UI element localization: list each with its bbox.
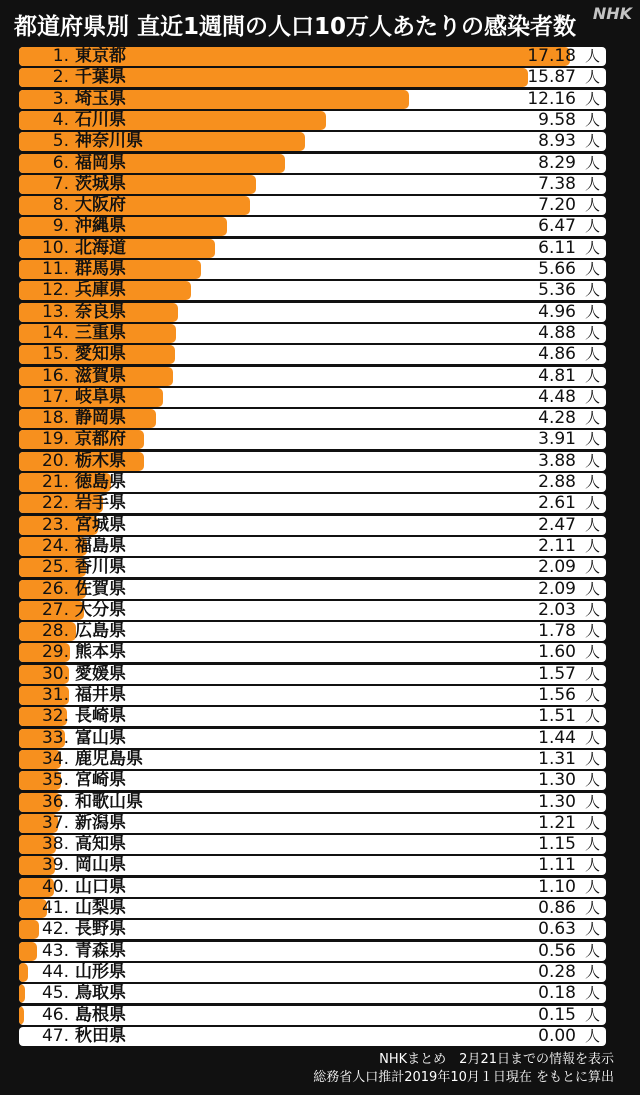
rank-label: 32. [41, 707, 69, 727]
unit-label: 人 [584, 941, 600, 960]
prefecture-label: 鹿児島県 [75, 749, 143, 769]
rank-label: 31. [41, 686, 69, 705]
value-label: 6.11 [538, 238, 576, 258]
prefecture-label: 長野県 [75, 920, 126, 940]
rank-label: 26. [41, 579, 69, 599]
rank-label: 43. [41, 941, 69, 961]
prefecture-label: 滋賀県 [75, 366, 126, 386]
bar-row [19, 942, 606, 961]
unit-label: 人 [584, 920, 600, 939]
rank-label: 23. [41, 515, 69, 535]
rank-label: 7. [52, 174, 69, 194]
rank-label: 27. [41, 600, 69, 620]
value-label: 1.11 [538, 856, 576, 876]
bar-row [19, 196, 606, 215]
unit-label: 人 [584, 281, 600, 300]
unit-label: 人 [584, 494, 600, 513]
unit-label: 人 [584, 132, 600, 151]
value-label: 7.20 [538, 196, 576, 216]
bar [19, 942, 37, 961]
bar-row [19, 430, 606, 449]
rank-label: 6. [52, 153, 69, 173]
unit-label: 人 [584, 835, 600, 854]
bar [19, 1006, 24, 1025]
value-label: 3.91 [538, 430, 576, 450]
prefecture-label: 東京都 [75, 47, 126, 66]
bar-row [19, 707, 606, 726]
bar-row [19, 516, 606, 535]
prefecture-label: 和歌山県 [75, 792, 143, 812]
prefecture-label: 島根県 [75, 1005, 126, 1025]
bar-row [19, 537, 606, 556]
value-label: 1.51 [538, 707, 576, 727]
unit-label: 人 [584, 643, 600, 662]
prefecture-label: 山口県 [75, 877, 126, 897]
value-label: 2.03 [538, 600, 576, 620]
value-label: 1.31 [538, 749, 576, 769]
unit-label: 人 [584, 451, 600, 470]
prefecture-label: 福岡県 [75, 153, 126, 173]
value-label: 1.60 [538, 643, 576, 663]
value-label: 0.15 [538, 1005, 576, 1025]
value-label: 1.56 [538, 686, 576, 705]
bar-row [19, 856, 606, 875]
bar-row [19, 1027, 606, 1046]
prefecture-label: 栃木県 [75, 451, 126, 471]
chart-title: 都道府県別 直近1週間の人口10万人あたりの感染者数 [14, 14, 577, 40]
rank-label: 14. [41, 323, 69, 343]
bar-row [19, 260, 606, 279]
value-label: 1.78 [538, 622, 576, 642]
bar [19, 984, 25, 1003]
prefecture-label: 北海道 [75, 238, 126, 258]
rank-label: 10. [41, 238, 69, 258]
unit-label: 人 [584, 345, 600, 364]
bar-row [19, 90, 606, 109]
unit-label: 人 [584, 962, 600, 981]
rank-label: 47. [41, 1026, 69, 1046]
prefecture-label: 長崎県 [75, 707, 126, 727]
unit-label: 人 [584, 473, 600, 491]
value-label: 0.18 [538, 984, 576, 1004]
unit-label: 人 [584, 792, 600, 811]
bar-row [19, 686, 606, 705]
bar-row [19, 835, 606, 854]
prefecture-label: 石川県 [75, 110, 126, 130]
prefecture-label: 愛媛県 [75, 664, 126, 684]
unit-label: 人 [584, 387, 600, 406]
rank-label: 3. [52, 89, 69, 109]
rank-label: 30. [41, 664, 69, 684]
rank-label: 12. [41, 281, 69, 301]
bar-row [19, 878, 606, 897]
unit-label: 人 [584, 1026, 600, 1045]
unit-label: 人 [584, 153, 600, 172]
bar-row [19, 1006, 606, 1025]
bar-row [19, 494, 606, 513]
unit-label: 人 [584, 1005, 600, 1024]
unit-label: 人 [584, 110, 600, 129]
bar-row [19, 558, 606, 577]
unit-label: 人 [584, 600, 600, 619]
source-note: NHKまとめ 2月21日までの情報を表示 [379, 1052, 614, 1067]
value-label: 4.48 [538, 387, 576, 407]
prefecture-label: 岩手県 [75, 494, 126, 514]
bar-row [19, 473, 606, 492]
prefecture-label: 山形県 [75, 962, 126, 982]
prefecture-label: 広島県 [75, 622, 126, 642]
value-label: 0.00 [538, 1026, 576, 1046]
bar-row [19, 729, 606, 748]
value-label: 5.66 [538, 260, 576, 279]
unit-label: 人 [584, 174, 600, 193]
unit-label: 人 [584, 707, 600, 726]
unit-label: 人 [584, 749, 600, 768]
bar-row [19, 68, 606, 87]
unit-label: 人 [584, 622, 600, 641]
unit-label: 人 [584, 217, 600, 236]
rank-label: 39. [41, 856, 69, 876]
rank-label: 29. [41, 643, 69, 663]
bar-row [19, 409, 606, 428]
value-label: 1.21 [538, 813, 576, 833]
rank-label: 20. [41, 451, 69, 471]
bar-row [19, 175, 606, 194]
prefecture-label: 愛知県 [75, 345, 126, 365]
unit-label: 人 [584, 430, 600, 449]
value-label: 8.29 [538, 153, 576, 173]
value-label: 1.30 [538, 771, 576, 791]
prefecture-label: 千葉県 [75, 68, 126, 88]
value-label: 0.28 [538, 962, 576, 982]
prefecture-label: 岡山県 [75, 856, 126, 876]
value-label: 15.87 [527, 68, 576, 88]
bar-row [19, 217, 606, 236]
rank-label: 33. [41, 728, 69, 748]
value-label: 1.44 [538, 728, 576, 748]
value-label: 1.15 [538, 835, 576, 855]
value-label: 2.09 [538, 558, 576, 578]
unit-label: 人 [584, 323, 600, 342]
rank-label: 37. [41, 813, 69, 833]
unit-label: 人 [584, 558, 600, 577]
prefecture-label: 埼玉県 [75, 89, 126, 109]
prefecture-label: 奈良県 [75, 302, 126, 322]
rank-label: 21. [41, 473, 69, 492]
unit-label: 人 [584, 664, 600, 683]
prefecture-label: 福井県 [75, 686, 126, 705]
bar-row [19, 388, 606, 407]
rank-label: 40. [41, 877, 69, 897]
rank-label: 46. [41, 1005, 69, 1025]
value-label: 12.16 [527, 89, 576, 109]
prefecture-label: 福島県 [75, 536, 126, 556]
bar-row [19, 345, 606, 364]
prefecture-label: 沖縄県 [75, 217, 126, 237]
bar-row [19, 899, 606, 918]
unit-label: 人 [584, 366, 600, 385]
prefecture-label: 青森県 [75, 941, 126, 961]
rank-label: 34. [41, 749, 69, 769]
unit-label: 人 [584, 771, 600, 790]
unit-label: 人 [584, 47, 600, 65]
unit-label: 人 [584, 899, 600, 917]
rank-label: 1. [52, 47, 69, 66]
prefecture-label: 神奈川県 [75, 132, 143, 152]
rank-label: 42. [41, 920, 69, 940]
prefecture-label: 徳島県 [75, 473, 126, 492]
bar-row [19, 281, 606, 300]
value-label: 4.86 [538, 345, 576, 365]
prefecture-label: 兵庫県 [75, 281, 126, 301]
prefecture-label: 富山県 [75, 728, 126, 748]
bar-row [19, 771, 606, 790]
bar-row [19, 793, 606, 812]
bar [19, 963, 28, 982]
prefecture-label: 宮崎県 [75, 771, 126, 791]
value-label: 5.36 [538, 281, 576, 301]
prefecture-label: 京都府 [75, 430, 126, 450]
bar-row [19, 367, 606, 386]
unit-label: 人 [584, 984, 600, 1003]
rank-label: 24. [41, 536, 69, 556]
bar-row [19, 750, 606, 769]
prefecture-label: 高知県 [75, 835, 126, 855]
rank-label: 11. [41, 260, 69, 279]
bar [19, 920, 39, 939]
prefecture-label: 茨城県 [75, 174, 126, 194]
unit-label: 人 [584, 728, 600, 747]
bar-row [19, 47, 606, 66]
value-label: 8.93 [538, 132, 576, 152]
unit-label: 人 [584, 813, 600, 832]
rank-label: 41. [41, 899, 69, 918]
rank-label: 16. [41, 366, 69, 386]
bar-row [19, 601, 606, 620]
rank-label: 45. [41, 984, 69, 1004]
rank-label: 28. [41, 622, 69, 642]
bar-row [19, 622, 606, 641]
bar-row [19, 239, 606, 258]
bar-row [19, 154, 606, 173]
prefecture-label: 山梨県 [75, 899, 126, 918]
rank-label: 38. [41, 835, 69, 855]
unit-label: 人 [584, 409, 600, 428]
rank-label: 36. [41, 792, 69, 812]
unit-label: 人 [584, 579, 600, 598]
unit-label: 人 [584, 260, 600, 278]
value-label: 17.18 [527, 47, 576, 66]
rank-label: 44. [41, 962, 69, 982]
bar-row [19, 111, 606, 130]
method-note: 総務省人口推計2019年10月１日現在 をもとに算出 [313, 1070, 614, 1085]
prefecture-label: 秋田県 [75, 1026, 126, 1046]
value-label: 4.96 [538, 302, 576, 322]
rank-label: 13. [41, 302, 69, 322]
rank-label: 25. [41, 558, 69, 578]
bar-row [19, 984, 606, 1003]
prefecture-label: 群馬県 [75, 260, 126, 279]
rank-label: 15. [41, 345, 69, 365]
bar-row [19, 814, 606, 833]
value-label: 9.58 [538, 110, 576, 130]
value-label: 0.86 [538, 899, 576, 918]
prefecture-label: 宮城県 [75, 515, 126, 535]
prefecture-label: 熊本県 [75, 643, 126, 663]
rank-label: 18. [41, 409, 69, 429]
bar-row [19, 452, 606, 471]
prefecture-label: 香川県 [75, 558, 126, 578]
value-label: 2.11 [538, 536, 576, 556]
rank-label: 35. [41, 771, 69, 791]
value-label: 2.47 [538, 515, 576, 535]
unit-label: 人 [584, 89, 600, 108]
value-label: 1.30 [538, 792, 576, 812]
value-label: 4.28 [538, 409, 576, 429]
rank-label: 19. [41, 430, 69, 450]
unit-label: 人 [584, 536, 600, 555]
value-label: 2.09 [538, 579, 576, 599]
value-label: 6.47 [538, 217, 576, 237]
unit-label: 人 [584, 686, 600, 704]
prefecture-label: 静岡県 [75, 409, 126, 429]
prefecture-label: 新潟県 [75, 813, 126, 833]
prefecture-label: 大分県 [75, 600, 126, 620]
rank-label: 5. [52, 132, 69, 152]
prefecture-label: 鳥取県 [75, 984, 126, 1004]
value-label: 1.57 [538, 664, 576, 684]
value-label: 2.88 [538, 473, 576, 492]
bar-row [19, 920, 606, 939]
value-label: 4.81 [538, 366, 576, 386]
prefecture-label: 大阪府 [75, 196, 126, 216]
prefecture-label: 三重県 [75, 323, 126, 343]
value-label: 7.38 [538, 174, 576, 194]
value-label: 2.61 [538, 494, 576, 514]
value-label: 0.56 [538, 941, 576, 961]
bar-row [19, 580, 606, 599]
bar-row [19, 665, 606, 684]
rank-label: 22. [41, 494, 69, 514]
rank-label: 8. [52, 196, 69, 216]
prefecture-label: 岐阜県 [75, 387, 126, 407]
rank-label: 2. [52, 68, 69, 88]
prefecture-label: 佐賀県 [75, 579, 126, 599]
rank-label: 9. [52, 217, 69, 237]
bar-row [19, 132, 606, 151]
unit-label: 人 [584, 856, 600, 875]
unit-label: 人 [584, 302, 600, 321]
rank-label: 4. [52, 110, 69, 130]
unit-label: 人 [584, 238, 600, 257]
value-label: 1.10 [538, 877, 576, 897]
bar-row [19, 643, 606, 662]
unit-label: 人 [584, 515, 600, 534]
value-label: 4.88 [538, 323, 576, 343]
value-label: 3.88 [538, 451, 576, 471]
rank-label: 17. [41, 387, 69, 407]
bar-row [19, 303, 606, 322]
nhk-logo: NHK [592, 4, 632, 23]
value-label: 0.63 [538, 920, 576, 940]
bar-row [19, 963, 606, 982]
bar-row [19, 324, 606, 343]
unit-label: 人 [584, 196, 600, 215]
unit-label: 人 [584, 877, 600, 896]
unit-label: 人 [584, 68, 600, 87]
